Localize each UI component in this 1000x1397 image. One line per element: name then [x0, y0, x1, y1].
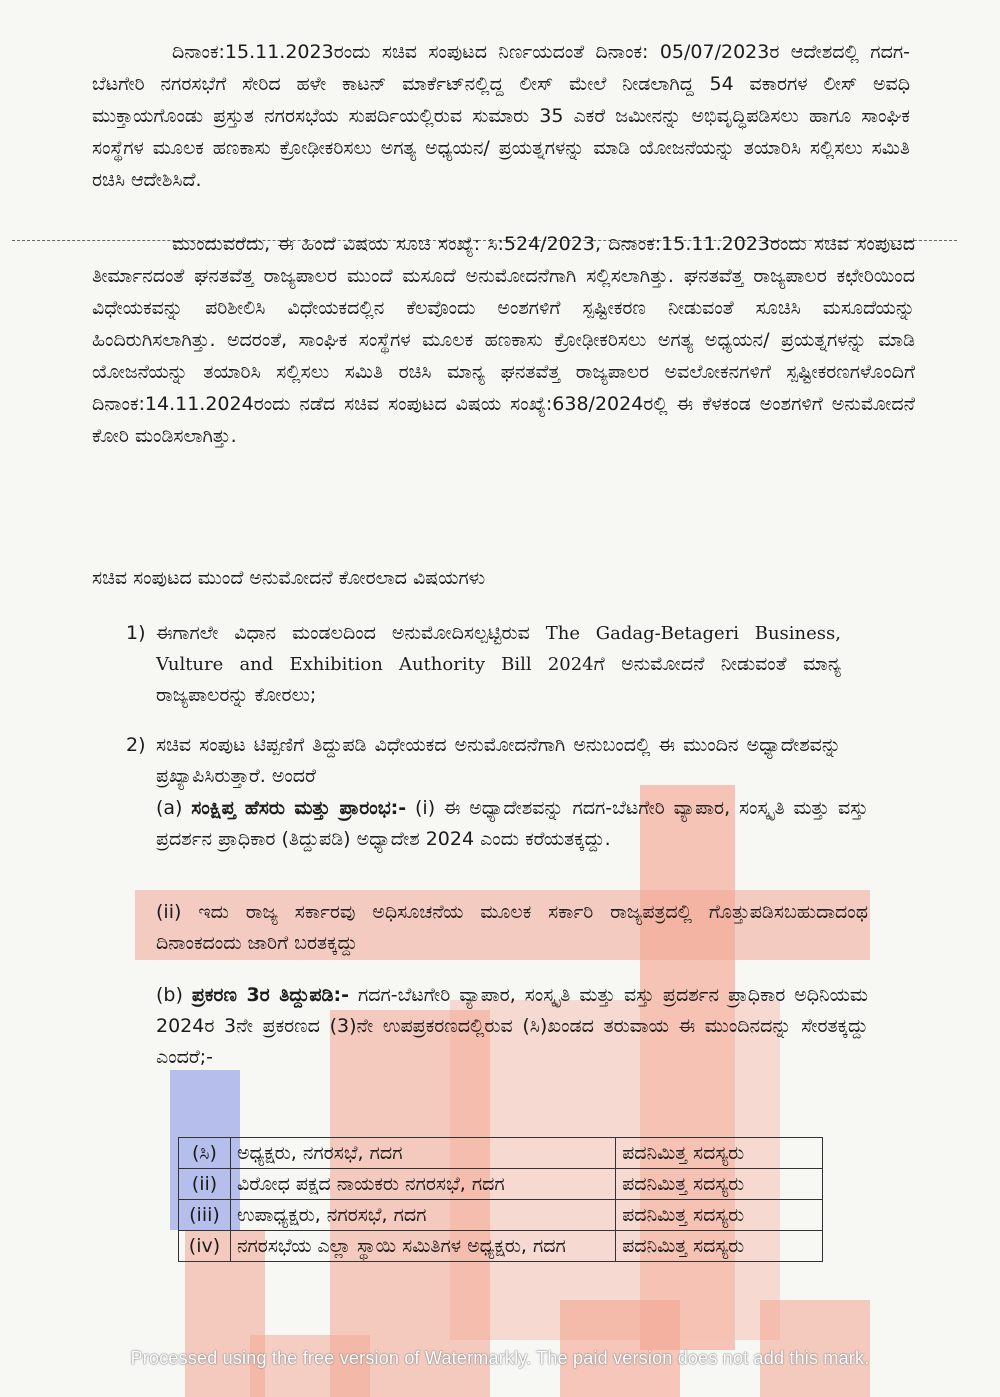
- watermark-text: Processed using the free version of Watermarkly. The paid version does not add this mark.: [130, 1348, 870, 1368]
- members-table: [178, 1137, 823, 1262]
- row-number: (iii): [179, 1200, 231, 1231]
- subsection-a-marker: (a): [156, 797, 183, 819]
- table-row: [179, 1169, 823, 1200]
- row-number: (iv): [179, 1231, 231, 1262]
- row-number: (ii): [179, 1169, 231, 1200]
- subsection-a-text-ii: (ii) ಇದು ರಾಜ್ಯ ಸರ್ಕಾರವು ಅಧಿಸೂಚನೆಯ ಮೂಲಕ ಸರ್ಕಾರಿ ರಾಜ್ಯಪತ್ರದಲ್ಲಿ ಗೊತ್ತುಪಡಿಸಬಹುದಾದಂಥ ದಿನಾಂಕದಂದು ಜಾರಿಗೆ ಬರತಕ್ಕದ್ದು: [156, 901, 868, 954]
- subsection-a: [156, 793, 868, 855]
- subsection-a-title: ಸಂಕ್ಷಿಪ್ತ ಹೆಸರು ಮತ್ತು ಪ್ರಾರಂಭ:-: [191, 797, 407, 819]
- paragraph-1-text: ದಿನಾಂಕ:15.11.2023ರಂದು ಸಚಿವ ಸಂಪುಟದ ನಿರ್ಣಯದಂತೆ ದಿನಾಂಕ: 05/07/2023ರ ಆದೇಶದಲ್ಲಿ ಗದಗ-ಬೆಟಗೇರಿ ನಗರಸಭೆಗೆ ಸೇರಿದ ಹಳೇ ಕಾಟನ್ ಮಾರ್ಕೆಟ್‌ನಲ್ಲಿದ್ದ ಲೀಸ್ ಮೇಲೆ ನೀಡಲಾಗಿದ್ದ 54 ವಕಾರಗಳ ಲೀಸ್ ಅವಧಿ ಮುಕ್ತಾಯಗೊಂಡು ಪ್ರಸ್ತುತ ನಗರಸಭೆಯ ಸುಪರ್ದಿಯಲ್ಲಿರುವ ಸುಮಾರು 35 ಎಕರೆ ಜಮೀನನ್ನು ಅಭಿವೃದ್ಧಿಪಡಿಸಲು ಹಾಗೂ ಸಾಂಘಿಕ ಸಂಸ್ಥೆಗಳ ಮೂಲಕ ಹಣಕಾಸು ಕ್ರೋಢೀಕರಿಸಲು ಅಗತ್ಯ ಅಧ್ಯಯನ/ ಪ್ರಯತ್ನಗಳನ್ನು ಮಾಡಿ ಯೋಜನೆಯನ್ನು ತಯಾರಿಸಿ ಸಲ್ಲಿಸಲು ಸಮಿತಿ ರಚಿಸಿ ಆದೇಶಿಸಿದೆ.: [92, 41, 910, 191]
- list-item-number: 1): [126, 622, 146, 644]
- list-item-text: ಸಚಿವ ಸಂಪುಟ ಟಿಪ್ಪಣಿಗೆ ತಿದ್ದುಪಡಿ ವಿಧೇಯಕದ ಅನುಮೋದನೆಗಾಗಿ ಅನುಬಂದಲ್ಲಿ ಈ ಮುಂದಿನ ಅಧ್ಯಾದೇಶವನ್ನು ಪ್ರಖ್ಯಾಪಿಸಿರುತ್ತಾರೆ. ಅಂದರೆ: [156, 734, 841, 787]
- member-role: ಪದನಿಮಿತ್ತ ಸದಸ್ಯರು: [616, 1231, 823, 1262]
- row-number: (ಸಿ): [179, 1138, 231, 1169]
- list-item-text-end: ಗೆ ಅನುಮೋದನೆ ನೀಡುವಂತೆ ಮಾನ್ಯ ರಾಜ್ಯಪಾಲರನ್ನು ಕೋರಲು;: [156, 653, 841, 706]
- table-row: [179, 1231, 823, 1262]
- subsection-a-ii: [156, 897, 868, 959]
- section-heading: ಸಚಿವ ಸಂಪುಟದ ಮುಂದೆ ಅನುಮೋದನೆ ಕೋರಲಾದ ವಿಷಯಗಳು: [92, 567, 486, 589]
- bill-title: The Gadag-Betageri Business, Vulture and Exhibition Authority Bill 2024: [156, 623, 841, 675]
- table-row: [179, 1138, 823, 1169]
- paragraph-2-text: ಮುಂದುವರೆದು, ಈ ಹಿಂದೆ ವಿಷಯ ಸೂಚಿ ಸಂಖ್ಯೆ: ಸಿ:524/2023, ದಿನಾಂಕ:15.11.2023ರಂದು ಸಚಿವ ಸಂಪುಟದ ತೀರ್ಮಾನದಂತೆ ಘನತವೆತ್ತ ರಾಜ್ಯಪಾಲರ ಮುಂದೆ ಮಸೂದೆ ಅನುಮೋದನೆಗಾಗಿ ಸಲ್ಲಿಸಲಾಗಿತ್ತು. ಘನತವೆತ್ತ ರಾಜ್ಯಪಾಲರ ಕಛೇರಿಯಿಂದ ವಿಧೇಯಕವನ್ನು ಪರಿಶೀಲಿಸಿ ವಿಧೇಯಕದಲ್ಲಿನ ಕೆಲವೊಂದು ಅಂಶಗಳಿಗೆ ಸ್ಪಷ್ಟೀಕರಣ ನೀಡುವಂತೆ ಸೂಚಿಸಿ ಮಸೂದೆಯನ್ನು ಹಿಂದಿರುಗಿಸಲಾಗಿತ್ತು. ಅದರಂತೆ, ಸಾಂಘಿಕ ಸಂಸ್ಥೆಗಳ ಮೂಲಕ ಹಣಕಾಸು ಕ್ರೋಢೀಕರಿಸಲು ಅಗತ್ಯ ಅಧ್ಯಯನ/ ಪ್ರಯತ್ನಗಳನ್ನು ಮಾಡಿ ಯೋಜನೆಯನ್ನು ತಯಾರಿಸಿ ಸಲ್ಲಿಸಲು ಸಮಿತಿ ರಚಿಸಿ ಮಾನ್ಯ ಘನತವೆತ್ತ ರಾಜ್ಯಪಾಲರ ಅವಲೋಕನಗಳಿಗೆ ಸ್ಪಷ್ಟೀಕರಣಗಳೊಂದಿಗೆ ದಿನಾಂಕ:14.11.2024ರಂದು ನಡೆದ ಸಚಿವ ಸಂಪುಟದ ವಿಷಯ ಸಂಖ್ಯೆ:638/2024ರಲ್ಲಿ ಈ ಕೆಳಕಂಡ ಅಂಶಗಳಿಗೆ ಅನುಮೋದನೆ ಕೋರಿ ಮಂಡಿಸಲಾಗಿತ್ತು.: [92, 233, 915, 447]
- table-row: [179, 1200, 823, 1231]
- member-name: ಉಪಾಧ್ಯಕ್ಷರು, ನಗರಸಭೆ, ಗದಗ: [230, 1200, 615, 1231]
- member-role: ಪದನಿಮಿತ್ತ ಸದಸ್ಯರು: [616, 1138, 823, 1169]
- paragraph-2: [92, 228, 915, 452]
- member-name: ವಿರೋಧ ಪಕ್ಷದ ನಾಯಕರು ನಗರಸಭೆ, ಗದಗ: [230, 1169, 615, 1200]
- paragraph-1: [92, 36, 910, 196]
- list-item-number: 2): [126, 734, 146, 756]
- list-item-text: ಈಗಾಗಲೇ ವಿಧಾನ ಮಂಡಲದಿಂದ ಅನುಮೋದಿಸಲ್ಪಟ್ಟಿರುವ: [156, 622, 530, 644]
- subsection-a-text-i: (i) ಈ ಅಧ್ಯಾದೇಶವನ್ನು ಗದಗ-ಬೆಟಗೇರಿ ವ್ಯಾಪಾರ, ಸಂಸ್ಕೃತಿ ಮತ್ತು ವಸ್ತು ಪ್ರದರ್ಶನ ಪ್ರಾಧಿಕಾರ (ತಿದ್ದುಪಡಿ) ಅಧ್ಯಾದೇಶ 2024 ಎಂದು ಕರೆಯತಕ್ಕದ್ದು.: [156, 797, 869, 850]
- member-name: ಅಧ್ಯಕ್ಷರು, ನಗರಸಭೆ, ಗದಗ: [230, 1138, 615, 1169]
- member-role: ಪದನಿಮಿತ್ತ ಸದಸ್ಯರು: [616, 1200, 823, 1231]
- subsection-b-text: ಗದಗ-ಬೆಟಗೇರಿ ವ್ಯಾಪಾರ, ಸಂಸ್ಕೃತಿ ಮತ್ತು ವಸ್ತು ಪ್ರದರ್ಶನ ಪ್ರಾಧಿಕಾರ ಅಧಿನಿಯಮ 2024ರ 3ನೇ ಪ್ರಕರಣದ (3)ನೇ ಉಪಪ್ರಕರಣದಲ್ಲಿರುವ (ಸಿ)ಖಂಡದ ತರುವಾಯ ಈ ಮುಂದಿನದನ್ನು ಸೇರತಕ್ಕದ್ದು ಎಂದರೆ;-: [156, 984, 869, 1068]
- subsection-b: [156, 980, 868, 1073]
- subsection-b-marker: (b): [156, 984, 183, 1006]
- member-name: ನಗರಸಭೆಯ ಎಲ್ಲಾ ಸ್ಥಾಯಿ ಸಮಿತಿಗಳ ಅಧ್ಯಕ್ಷರು, ಗದಗ: [230, 1231, 615, 1262]
- member-role: ಪದನಿಮಿತ್ತ ಸದಸ್ಯರು: [616, 1169, 823, 1200]
- subsection-b-title: ಪ್ರಕರಣ 3ರ ತಿದ್ದುಪಡಿ:-: [191, 984, 349, 1006]
